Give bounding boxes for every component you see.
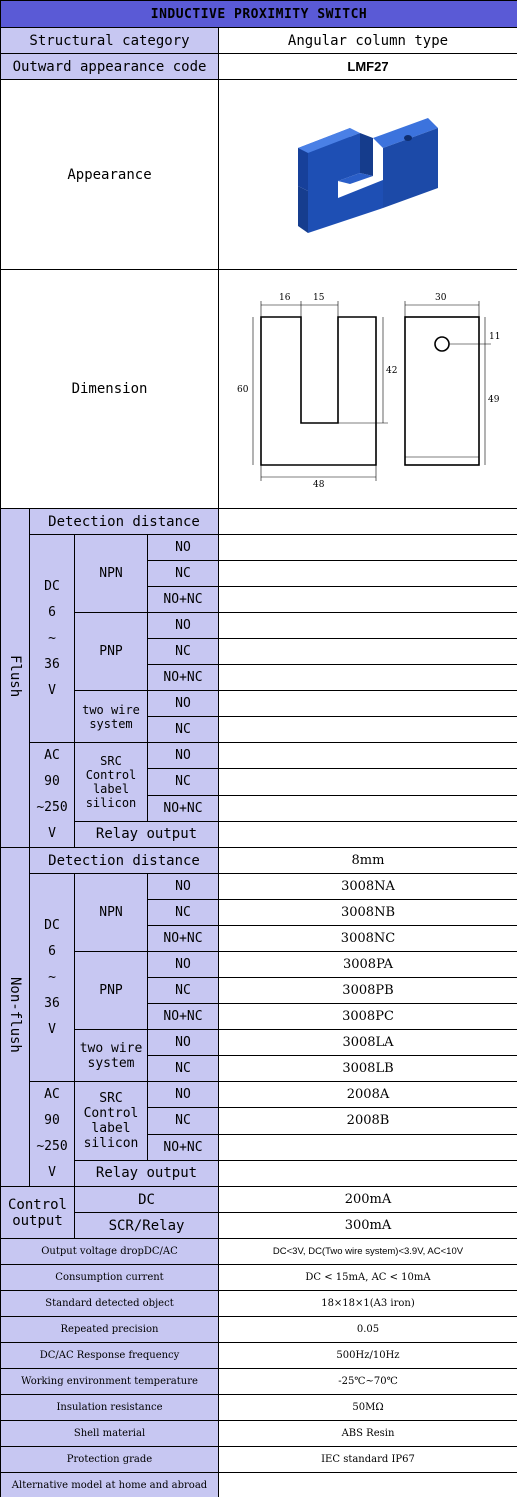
nonflush-npn-label: NPN [75, 874, 148, 952]
flush-src-nc-value [219, 769, 517, 795]
flush-npn-nonc-value [219, 587, 517, 613]
nonflush-two-wire-label: two wire system [75, 1030, 148, 1082]
flush-relay-output: Relay output [75, 821, 219, 847]
nonflush-two-wire-no: NO [148, 1030, 219, 1056]
dimension-drawing [233, 287, 503, 487]
nonflush-npn-nc-value: 3008NB [219, 900, 517, 926]
nonflush-dc-range: DC 6 ~ 36 V [30, 874, 75, 1082]
spec-value: 18×18×1(A3 iron) [219, 1291, 517, 1317]
flush-src-no: NO [148, 743, 219, 769]
nonflush-two-wire-no-value: 3008LA [219, 1030, 517, 1056]
flush-ac-range: AC 90 ~250 V [30, 743, 75, 848]
spec-value: DC < 15mA, AC < 10mA [219, 1265, 517, 1291]
nonflush-src-nonc: NO+NC [148, 1134, 219, 1160]
spec-value [219, 1473, 517, 1497]
flush-src-nonc-value [219, 795, 517, 821]
flush-npn-no-value [219, 535, 517, 561]
spec-label: Shell material [1, 1421, 219, 1447]
spec-label: Consumption current [1, 1265, 219, 1291]
flush-two-wire-no: NO [148, 691, 219, 717]
control-output-label: Control output [1, 1187, 75, 1239]
flush-pnp-no: NO [148, 613, 219, 639]
nonflush-ac-range: AC 90 ~250 V [30, 1082, 75, 1187]
flush-npn-nc: NC [148, 561, 219, 587]
dim-16: 16 [279, 293, 291, 303]
flush-src-nonc: NO+NC [148, 795, 219, 821]
flush-src-nc: NC [148, 769, 219, 795]
flush-detection-distance-value [219, 509, 517, 535]
flush-detection-distance-label: Detection distance [30, 509, 219, 535]
structural-category-label: Structural category [1, 28, 219, 54]
dimension-drawing-cell [219, 270, 517, 509]
flush-two-wire-no-value [219, 691, 517, 717]
nonflush-pnp-no-value: 3008PA [219, 952, 517, 978]
nonflush-src-label: SRC Control label silicon [75, 1082, 148, 1161]
nonflush-src-no: NO [148, 1082, 219, 1108]
nonflush-src-no-value: 2008A [219, 1082, 517, 1108]
flush-pnp-label: PNP [75, 613, 148, 691]
dim-11: 11 [489, 332, 501, 342]
nonflush-group [1, 848, 30, 1187]
nonflush-npn-nonc: NO+NC [148, 926, 219, 952]
nonflush-pnp-nonc-value: 3008PC [219, 1004, 517, 1030]
flush-npn-label: NPN [75, 535, 148, 613]
spec-value: IEC standard IP67 [219, 1447, 517, 1473]
control-output-dc-label: DC [75, 1187, 219, 1213]
nonflush-src-nonc-value [219, 1134, 517, 1160]
flush-dc-range: DC 6 ~ 36 V [30, 535, 75, 743]
sensor-photo [278, 108, 458, 238]
dim-48: 48 [313, 480, 325, 487]
structural-category-value: Angular column type [219, 28, 517, 54]
nonflush-pnp-nonc: NO+NC [148, 1004, 219, 1030]
nonflush-detection-distance-value: 8mm [219, 848, 517, 874]
spec-value: 0.05 [219, 1317, 517, 1343]
spec-label: DC/AC Response frequency [1, 1343, 219, 1369]
flush-pnp-no-value [219, 613, 517, 639]
dimension-label: Dimension [1, 270, 219, 509]
flush-two-wire-nc: NC [148, 717, 219, 743]
spec-label: Standard detected object [1, 1291, 219, 1317]
flush-npn-nc-value [219, 561, 517, 587]
spec-value: 500Hz/10Hz [219, 1343, 517, 1369]
nonflush-npn-nc: NC [148, 900, 219, 926]
nonflush-pnp-nc: NC [148, 978, 219, 1004]
spec-value: 50MΩ [219, 1395, 517, 1421]
flush-src-label: SRC Control label silicon [75, 743, 148, 822]
flush-npn-nonc: NO+NC [148, 587, 219, 613]
flush-pnp-nc-value [219, 639, 517, 665]
dim-42: 42 [386, 366, 398, 376]
flush-relay-output-value [219, 821, 517, 847]
appearance-code-value: LMF27 [219, 54, 517, 80]
flush-label: Flush [7, 654, 23, 698]
control-output-scr-label: SCR/Relay [75, 1213, 219, 1239]
spec-value: -25℃~70℃ [219, 1369, 517, 1395]
spec-label: Working environment temperature [1, 1369, 219, 1395]
nonflush-src-nc: NC [148, 1108, 219, 1134]
nonflush-pnp-no: NO [148, 952, 219, 978]
spec-value: ABS Resin [219, 1421, 517, 1447]
flush-two-wire-label: two wire system [75, 691, 148, 743]
nonflush-npn-no-value: 3008NA [219, 874, 517, 900]
spec-label: Output voltage dropDC/AC [1, 1239, 219, 1265]
appearance-label: Appearance [1, 80, 219, 270]
control-output-dc-value: 200mA [219, 1187, 517, 1213]
spec-value: DC<3V, DC(Two wire system)<3.9V, AC<10V [219, 1239, 517, 1265]
appearance-image-cell [219, 80, 517, 270]
spec-label: Protection grade [1, 1447, 219, 1473]
nonflush-src-nc-value: 2008B [219, 1108, 517, 1134]
spec-label: Insulation resistance [1, 1395, 219, 1421]
control-output-scr-value: 300mA [219, 1213, 517, 1239]
spec-label: Alternative model at home and abroad [1, 1473, 219, 1497]
flush-two-wire-nc-value [219, 717, 517, 743]
spec-label: Repeated precision [1, 1317, 219, 1343]
nonflush-pnp-label: PNP [75, 952, 148, 1030]
nonflush-relay-output-value [219, 1160, 517, 1186]
nonflush-detection-distance-label: Detection distance [30, 848, 219, 874]
dim-30: 30 [435, 293, 447, 303]
flush-pnp-nc: NC [148, 639, 219, 665]
dim-15: 15 [313, 293, 325, 303]
page-title: INDUCTIVE PROXIMITY SWITCH [1, 1, 517, 28]
nonflush-relay-output: Relay output [75, 1160, 219, 1186]
nonflush-two-wire-nc: NC [148, 1056, 219, 1082]
dim-60: 60 [237, 385, 249, 395]
nonflush-npn-no: NO [148, 874, 219, 900]
nonflush-pnp-nc-value: 3008PB [219, 978, 517, 1004]
flush-pnp-nonc: NO+NC [148, 665, 219, 691]
nonflush-label: Non-flush [7, 977, 23, 1053]
flush-src-no-value [219, 743, 517, 769]
flush-group [1, 509, 30, 848]
nonflush-two-wire-nc-value: 3008LB [219, 1056, 517, 1082]
flush-npn-no: NO [148, 535, 219, 561]
flush-pnp-nonc-value [219, 665, 517, 691]
nonflush-npn-nonc-value: 3008NC [219, 926, 517, 952]
appearance-code-label: Outward appearance code [1, 54, 219, 80]
dim-49: 49 [488, 395, 500, 405]
